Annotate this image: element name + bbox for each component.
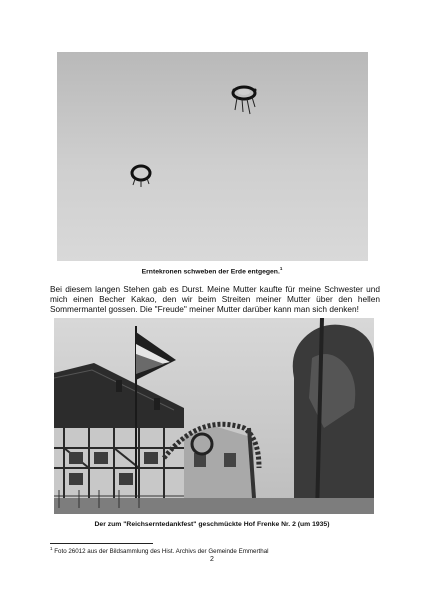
harvest-crowns-image	[57, 52, 368, 261]
harvest-crowns-photo	[57, 52, 368, 261]
footnote-number: 1	[50, 546, 53, 551]
lower-harvest-crown	[132, 166, 150, 187]
footnote-reference: 1	[279, 266, 283, 271]
footnote	[50, 546, 390, 555]
footnote-separator	[50, 543, 153, 544]
decorated-farmstead-photo	[54, 318, 374, 514]
upper-harvest-crown	[233, 87, 257, 114]
decorated-farmstead-image	[54, 318, 374, 514]
page-number: 2	[210, 556, 214, 563]
photo1-caption: Erntekronen schweben der Erde entgegen.$^1$	[141, 266, 283, 276]
footnote-text: Foto 26012 aus der Bildsammlung des Hist. Archivs der Gemeinde Emmerthal	[54, 548, 269, 556]
photo2-caption: Der zum "Reichserntedankfest" geschmückte Hof Frenke Nr. 2 (um 1935)	[94, 521, 330, 528]
body-paragraph: Bei diesem langen Stehen gab es Durst. Meine Mutter kaufte für meine Schwester und mich einen Becher Kakao, den wir beim Streiten meiner Mutter über den hellen Sommermantel gossen. Die "Freude" meiner Mutter darüber kann man sich denken!	[50, 284, 380, 314]
